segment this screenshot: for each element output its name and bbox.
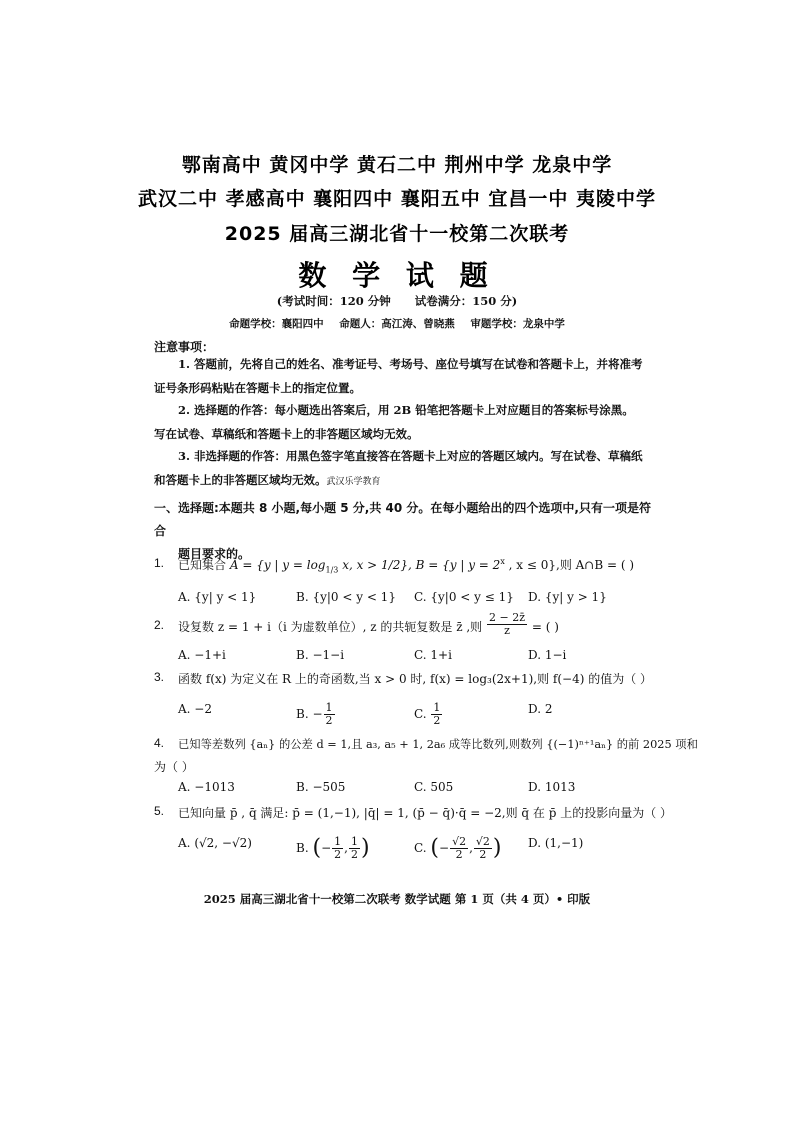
option-a: A. −2 [178,702,212,716]
option-c-label: C. [414,841,427,855]
option-b: B. {y|0 < y < 1} [296,590,396,604]
option-a: A. −1013 [178,780,235,794]
fraction-denominator: 2 [334,848,342,861]
exam-name: 2025 届高三湖北省十一校第二次联考 [224,223,570,245]
option-d: D. {y| y > 1} [528,590,607,604]
question-stem: 已知等差数列 {aₙ} 的公差 d = 1,且 a₃, a₅ + 1, 2a₆ 成等比数列,则数列 {(−1)ⁿ⁺¹aₙ} 的前 2025 项和 [178,738,698,751]
option-d: D. (1,−1) [528,836,584,850]
option-b-fraction-2 [349,836,360,861]
exam-setters [0,316,794,331]
stem-part-c: , x ≤ 0},则 A∩B = ( ) [508,558,635,572]
option-c-sign: − [439,841,450,855]
notice-heading: 注意事项： [154,340,215,354]
option-b-fraction [324,702,335,727]
option-c: C. 1+i [414,648,452,662]
notice-item-2: 2. 选择题的作答：每小题选出答案后，用 2B 铅笔把答题卡上对应题目的答案标号涂黑。写在试卷、草稿纸和答题卡上的非答题区域均无效。 [154,403,634,441]
option-b-fraction-1 [332,836,343,861]
paren-left: ( [430,835,439,861]
stem-part-a: A = {y | y = log [229,558,326,572]
option-b-label: B. [296,841,309,855]
section-1-line-2: 题目要求的。 [178,547,251,561]
option-a: A. {y| y < 1} [178,590,257,604]
fraction-numerator: √2 [452,835,467,848]
question-number: 3. [154,670,165,684]
fraction-numerator: 1 [325,701,333,714]
option-a: A. −1+i [178,648,226,662]
option-c: C. {y|0 < y ≤ 1} [414,590,514,604]
fraction-denominator: 2 [479,848,487,861]
option-b-label: B. [296,707,309,721]
question-number: 4. [154,736,165,750]
notice-item-3-text: 3. 非选择题的作答：用黑色签字笔直接答在答题卡上对应的答题区域内。写在试卷、草稿纸和答题卡上的非答题区域均无效。 [154,449,643,487]
paren-right: ) [492,835,502,861]
fraction-numerator: 1 [334,835,342,848]
option-c-fraction-2 [474,836,492,861]
fraction-denominator: 2 [433,714,441,727]
option-b-sign: − [312,707,323,721]
option-d: D. 2 [528,702,553,716]
stem-part-b: x, x > 1/2}, B = {y | y = 2 [342,558,501,572]
question-stem [178,556,654,574]
option-b: B. (− $\frac{1}{2}$ , $\frac{1}{2}$ ) [296,835,370,861]
watermark-text: 武汉乐学教育 [326,477,381,487]
section-1-line-1: 一、选择题:本题共 8 小题,每小题 5 分,共 40 分。在每小题给出的四个选项中,只有一项是符合 [154,501,651,538]
subject-title: 数 学 试 题 [298,259,496,292]
question-number: 1. [154,556,165,570]
option-b-sign: − [321,841,332,855]
stem-part-a: 设复数 z = 1 + i（i 为虚数单位）, z 的共轭复数是 z̄ ,则 [178,620,483,634]
option-d: D. 1013 [528,780,576,794]
exam-time-score [0,293,794,309]
page-footer: 2025 届高三湖北省十一校第二次联考 数学试题 第 1 页（共 4 页）• 印版 [203,892,591,906]
option-b [296,702,336,727]
exam-time: (考试时间：120 分钟 [276,294,391,308]
option-c-fraction [431,702,442,727]
exam-score: 试卷满分：150 分) [414,294,518,308]
fraction-numerator: 2 − 2z̄ [489,611,526,624]
question-number: 2. [154,618,165,632]
option-b: B. −1−i [296,648,345,662]
fraction-numerator: √2 [475,835,490,848]
notice-item-3 [154,444,644,494]
fraction-numerator: 1 [433,701,441,714]
option-a-label: A. [178,836,191,850]
reviewer-school: 审题学校：龙泉中学 [470,318,565,330]
question-stem: 函数 f(x) 为定义在 R 上的奇函数,当 x > 0 时, f(x) = log₃(2x+1),则 f(−4) 的值为（ ） [178,672,653,686]
option-c-fraction-1 [450,836,468,861]
exponent: x [500,557,505,566]
fraction-denominator: 2 [325,714,333,727]
paren-right: ) [360,835,370,861]
log-base: 1/3 [325,565,339,575]
fraction-denominator: z [504,624,510,637]
option-a [178,836,252,850]
fraction-numerator: 1 [350,835,358,848]
option-c-label: C. [414,707,427,721]
option-c: C. (− $\frac{√2}{2}$ , $\frac{√2}{2}$ ) [414,835,502,861]
question-stem: 已知向量 p̄ , q̄ 满足: p̄ = (1,−1), |q̄| = 1, (p̄ − q̄)·q̄ = −2,则 q̄ 在 p̄ 上的投影向量为（ ） [178,806,673,820]
question-stem-continued: 为（ ） [154,760,194,774]
stem-part-b: = ( ) [531,620,559,634]
stem-prefix: 已知集合 [178,558,227,572]
paren-left: ( [312,835,322,861]
fraction-denominator: 2 [350,848,358,861]
question-number: 5. [154,804,165,818]
option-a-value: (√2, −√2) [194,836,252,850]
schools-line-2: 武汉二中 孝感高中 襄阳四中 襄阳五中 宜昌一中 夷陵中学 [137,188,657,210]
setters: 命题人：高江涛、曾晓燕 [339,318,455,330]
option-b: B. −505 [296,780,346,794]
schools-line-1: 鄂南高中 黄冈中学 黄石二中 荆州中学 龙泉中学 [181,154,613,176]
option-c [414,702,443,727]
option-c: C. 505 [414,780,454,794]
notice-item-1: 1. 答题前，先将自己的姓名、准考证号、考场号、座位号填写在试卷和答题卡上，并将准考证号条形码粘贴在答题卡上的指定位置。 [154,357,643,395]
question-stem [178,611,654,637]
fraction-denominator: 2 [455,848,463,861]
setter-school: 命题学校：襄阳四中 [229,318,324,330]
fraction [487,612,527,637]
option-d: D. 1−i [528,648,567,662]
